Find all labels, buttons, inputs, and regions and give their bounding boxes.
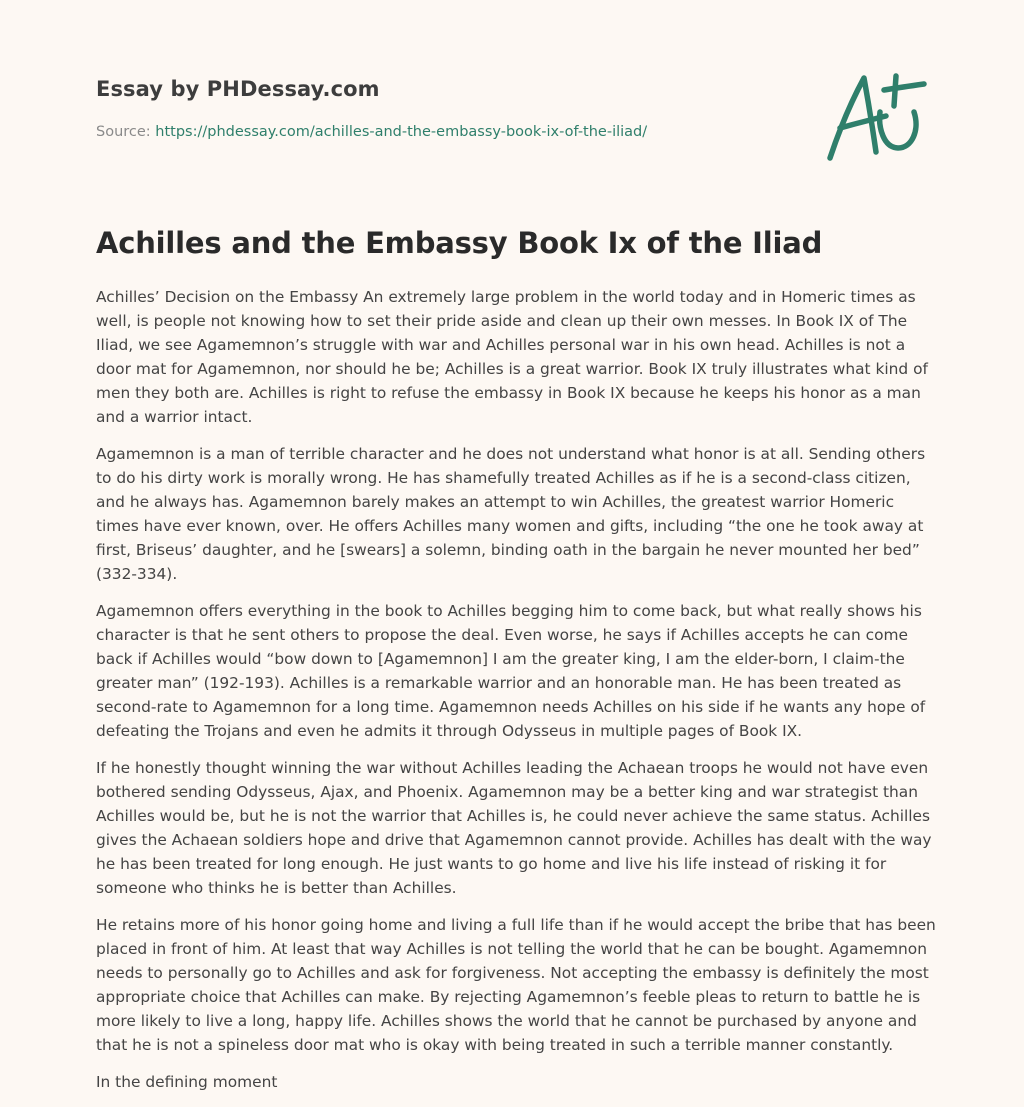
essay-paragraph: Agamemnon offers everything in the book to Achilles begging him to come back, but what really shows his character is that he sent others to propose the deal. Even worse, he says if Achilles accepts he can come back if Achilles would “bow down to [Agamemnon] I am the greater king, I am the elder-born, I claim-the greater man” (192-193). Achilles is a remarkable warrior and an honorable man. He has been treated as second-rate to Agamemnon for a long time. Agamemnon needs Achilles on his side if he wants any hope of defeating the Trojans and even he admits it through Odysseus in multiple pages of Book IX. [96,602,926,740]
site-brand: Essay by PHDessay.com [96,77,380,101]
essay-paragraph: In the defining moment [96,1073,278,1091]
essay-paragraph: He retains more of his honor going home and living a full life than if he would accept the bribe that has been placed in front of him. At least that way Achilles is not telling the world that he can be bought. Agamemnon needs to personally go to Achilles and ask for forgiveness. Not accepting the embassy is definitely the most appropriate choice that Achilles can make. By rejecting Agamemnon’s feeble pleas to return to battle he is more likely to live a long, happy life. Achilles shows the world that he cannot be purchased by anyone and that he is not a spineless door mat who is okay with being treated in such a terrible manner constantly. [96,916,936,1054]
essay-body [96,285,936,1107]
essay-paragraph: If he honestly thought winning the war without Achilles leading the Achaean troops he would not have even bothered sending Odysseus, Ajax, and Phoenix. Agamemnon may be a better king and war strategist than Achilles would be, but he is not the warrior that Achilles is, he could never achieve the same status. Achilles gives the Achaean soldiers hope and drive that Agamemnon cannot provide. Achilles has dealt with the way he has been treated for long enough. He just wants to go home and live his life instead of risking it for someone who thinks he is better than Achilles. [96,759,932,897]
source-label: Source: [96,124,151,140]
source-line [96,124,647,140]
essay-paragraph: Achilles’ Decision on the Embassy An extremely large problem in the world today and in Homeric times as well, is people not knowing how to set their pride aside and clean up their own messes. In Book IX of The Iliad, we see Agamemnon’s struggle with war and Achilles personal war in his own head. Achilles is not a door mat for Agamemnon, nor should he be; Achilles is a great warrior. Book IX truly illustrates what kind of men they both are. Achilles is right to refuse the embassy in Book IX because he keeps his honor as a man and a warrior intact. [96,288,928,426]
source-link[interactable]: https://phdessay.com/achilles-and-the-embassy-book-ix-of-the-iliad/ [155,124,648,140]
essay-title: Achilles and the Embassy Book Ix of the Iliad [96,226,823,260]
essay-paragraph: Agamemnon is a man of terrible character and he does not understand what honor is at all. Sending others to do his dirty work is morally wrong. He has shamefully treated Achilles as if he is a second-class citizen, and he always has. Agamemnon barely makes an attempt to win Achilles, the greatest warrior Homeric times have ever known, over. He offers Achilles many women and gifts, including “the one he took away at first, Briseus’ daughter, and he [swears] a solemn, binding oath in the bargain he never mounted her bed” (332-334). [96,445,926,583]
a-plus-grade-icon [824,66,932,166]
